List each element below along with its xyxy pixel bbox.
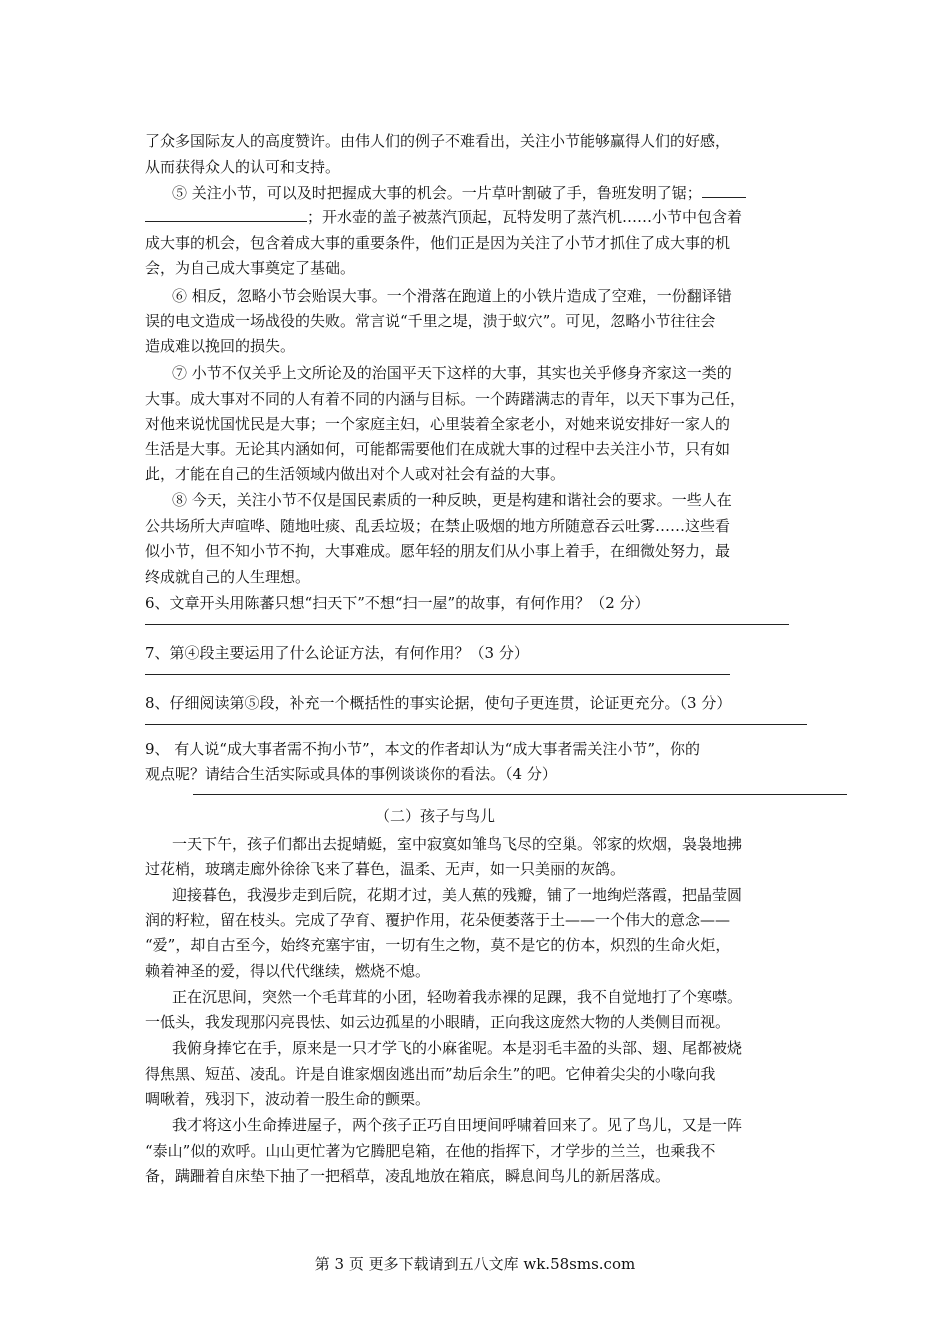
text-line: 我俯身捧它在手，原来是一只才学飞的小麻雀呢。本是羽毛丰盈的头部、翅、尾都被烧 bbox=[172, 1039, 743, 1057]
paragraph-5-line: ⑤ 关注小节，可以及时把握成大事的机会。一片草叶割破了手，鲁班发明了锯； bbox=[172, 183, 805, 203]
text-line: 润的籽粒，留在枝头。完成了孕育、覆护作用，花朵便萎落于土——一个伟大的意念—— bbox=[145, 911, 731, 929]
paragraph-5-line: ；开水壶的盖子被蒸汽顶起，瓦特发明了蒸汽机……小节中包含着 bbox=[145, 207, 805, 227]
answer-line-q6[interactable] bbox=[145, 624, 789, 625]
text-line: 成大事的机会，包含着成大事的重要条件，他们正是因为关注了小节才抓住了成大事的机 bbox=[145, 234, 731, 252]
text-line: 从而获得众人的认可和支持。 bbox=[145, 158, 341, 176]
text-line: 了众多国际友人的高度赞许。由伟人们的例子不难看出，关注小节能够赢得人们的好感， bbox=[145, 132, 731, 150]
text-line: 过花梢，玻璃走廊外徐徐飞来了暮色，温柔、无声，如一只美丽的灰鸽。 bbox=[145, 860, 626, 878]
text-line: 此，才能在自己的生活领域内做出对个人或对社会有益的大事。 bbox=[145, 465, 566, 483]
answer-line-q7[interactable] bbox=[145, 674, 730, 675]
text-line: “泰山”似的欢呼。山山更忙著为它腾肥皂箱，在他的指挥下，才学步的兰兰，也乘我不 bbox=[145, 1142, 716, 1160]
paragraph-8-line: ⑧ 今天，关注小节不仅是国民素质的一种反映，更是构建和谐社会的要求。一些人在 bbox=[172, 491, 732, 509]
text-line: “爱”，却自古至今，始终充塞宇宙，一切有生之物，莫不是它的仿本，炽烈的生命火炬， bbox=[145, 936, 731, 954]
question-6: 6、文章开头用陈蕃只想“扫天下”不想“扫一屋”的故事，有何作用？（2 分） bbox=[145, 594, 650, 612]
fill-blank[interactable] bbox=[145, 207, 307, 222]
question-9: 观点呢？请结合生活实际或具体的事例谈谈你的看法。（4 分） bbox=[145, 765, 557, 783]
answer-line-q9[interactable] bbox=[193, 794, 847, 795]
text-line: 一低头，我发现那闪亮畏怯、如云边孤星的小眼睛，正向我这庞然大物的人类侧目而视。 bbox=[145, 1013, 731, 1031]
fill-blank[interactable] bbox=[702, 183, 746, 198]
paragraph-7-line: ⑦ 小节不仅关乎上文所论及的治国平天下这样的大事，其实也关乎修身齐家这一类的 bbox=[172, 364, 732, 382]
text-line: 一天下午，孩子们都出去捉蜻蜓，室中寂寞如雏鸟飞尽的空巢。邻家的炊烟，袅袅地拂 bbox=[172, 835, 743, 853]
text-line: 造成难以挽回的损失。 bbox=[145, 337, 296, 355]
question-9: 9、 有人说“成大事者需不拘小节”，本文的作者却认为“成大事者需关注小节”，你的 bbox=[145, 740, 700, 758]
text-line: 我才将这小生命捧进屋子，两个孩子正巧自田埂间呼啸着回来了。见了鸟儿，又是一阵 bbox=[172, 1116, 743, 1134]
text-line: 公共场所大声喧哗、随地吐痰、乱丢垃圾；在禁止吸烟的地方所随意吞云吐雾……这些看 bbox=[145, 517, 731, 535]
text-line: 啁啾着，残羽下，波动着一股生命的颤栗。 bbox=[145, 1090, 431, 1108]
text-line: 似小节，但不知小节不拘，大事难成。愿年轻的朋友们从小事上着手，在细微处努力，最 bbox=[145, 542, 731, 560]
text-line: 大事。成大事对不同的人有着不同的内涵与目标。一个踌躇满志的青年，以天下事为己任， bbox=[145, 390, 746, 408]
question-8: 8、仔细阅读第⑤段，补充一个概括性的事实论据，使句子更连贯，论证更充分。（3 分） bbox=[145, 694, 732, 712]
text-line: 正在沉思间，突然一个毛茸茸的小团，轻吻着我赤裸的足踝，我不自觉地打了个寒噤。 bbox=[172, 988, 743, 1006]
text-line: 会，为自己成大事奠定了基础。 bbox=[145, 259, 356, 277]
section-title: （二）孩子与鸟儿 bbox=[374, 807, 495, 825]
question-7: 7、第④段主要运用了什么论证方法，有何作用？（3 分） bbox=[145, 644, 529, 662]
text-line: 备，蹒跚着自床垫下抽了一把稻草，凌乱地放在箱底，瞬息间鸟儿的新居落成。 bbox=[145, 1167, 671, 1185]
text-line: 迎接暮色，我漫步走到后院，花期才过，美人蕉的残瓣，铺了一地绚烂落霞，把晶莹圆 bbox=[172, 886, 743, 904]
answer-line-q8[interactable] bbox=[145, 724, 807, 725]
paragraph-6-line: ⑥ 相反，忽略小节会贻误大事。一个滑落在跑道上的小铁片造成了空难，一份翻译错 bbox=[172, 287, 732, 305]
text-line: 终成就自己的人生理想。 bbox=[145, 568, 311, 586]
page-footer: 第 3 页 更多下载请到五八文库 wk.58sms.com bbox=[314, 1255, 636, 1273]
text-line: 赖着神圣的爱，得以代代继续，燃烧不熄。 bbox=[145, 962, 431, 980]
text-line: 对他来说忧国忧民是大事；一个家庭主妇，心里装着全家老小，对她来说安排好一家人的 bbox=[145, 415, 731, 433]
text-line: 生活是大事。无论其内涵如何，可能都需要他们在成就大事的过程中去关注小节，只有如 bbox=[145, 440, 731, 458]
text-line: 得焦黑、短茁、凌乱。许是自谁家烟囱逃出而”劫后余生”的吧。它伸着尖尖的小喙向我 bbox=[145, 1065, 716, 1083]
text-line: 误的电文造成一场战役的失败。常言说“千里之堤，溃于蚁穴”。可见，忽略小节往往会 bbox=[145, 312, 716, 330]
